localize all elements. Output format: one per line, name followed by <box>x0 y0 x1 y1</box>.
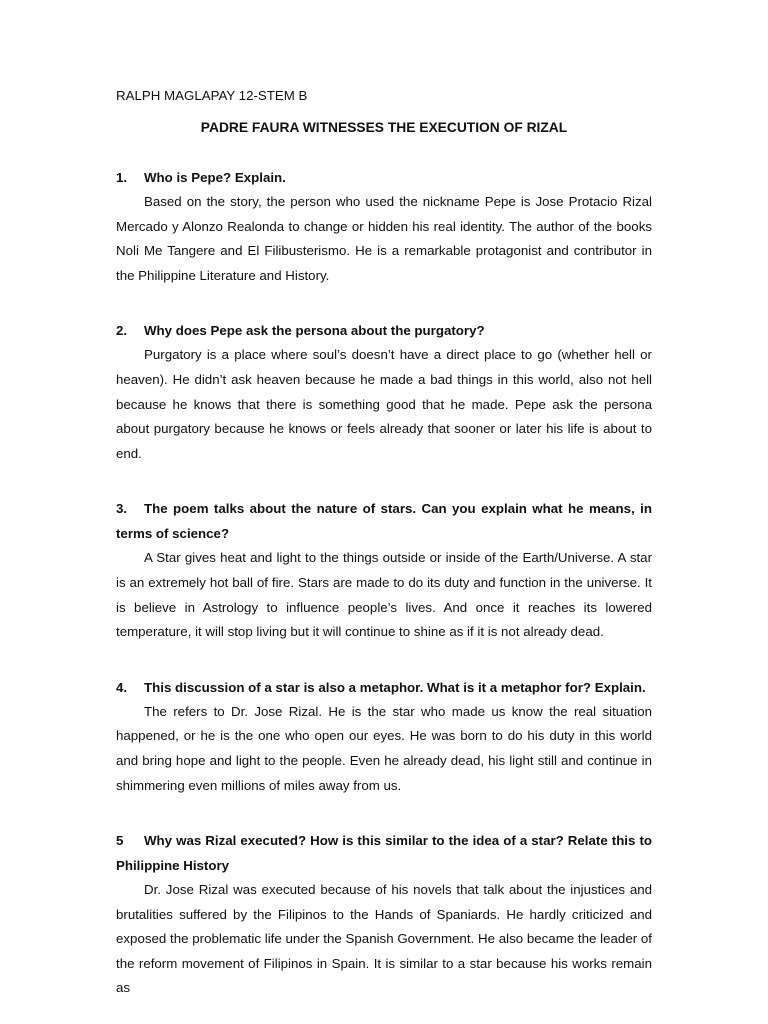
question-heading <box>116 675 652 700</box>
answer-text: The refers to Dr. Jose Rizal. He is the star who made us know the real situation happened, or he is the one who open our eyes. He was born to do his duty in this world and bring hope and light to the people. Even he already dead, his light still and continue in shimmering even millions of miles away from us. <box>116 703 652 793</box>
question-text: Who is Pepe? Explain. <box>144 170 286 185</box>
question-heading <box>116 496 652 546</box>
question-number: 3. <box>116 501 128 517</box>
answer-text: Based on the story, the person who used the nickname Pepe is Jose Protacio Rizal Mercado y Alonzo Realonda to change or hidden his real identity. The author of the books Noli Me Tangere and El Filibusterismo. He is a remarkable protagonist and contributor in the Philippine Literature and History. <box>116 194 652 283</box>
question-heading <box>116 828 652 878</box>
question-number: 1. <box>116 170 128 185</box>
question-block-1 <box>116 165 652 288</box>
question-number: 2. <box>116 323 128 339</box>
question-text: This discussion of a star is also a metaphor. What is it a metaphor for? Explain. <box>144 679 646 695</box>
question-number: 4. <box>116 679 128 695</box>
answer-text: A Star gives heat and light to the things outside or inside of the Earth/Universe. A star is an extremely hot ball of fire. Stars are made to do its duty and function in the universe. It is believe in Astrology to influence people’s lives. And once it reaches its lowered temperature, it will stop living but it will continue to shine as if it is not already dead. <box>116 550 652 640</box>
question-block-3 <box>116 496 652 644</box>
question-text: Why does Pepe ask the persona about the purgatory? <box>144 323 485 339</box>
question-number: 5 <box>116 833 124 849</box>
question-text: Why was Rizal executed? How is this similar to the idea of a star? Relate this to Philippine History <box>116 833 652 874</box>
document-title: PADRE FAURA WITNESSES THE EXECUTION OF RIZAL <box>200 120 568 135</box>
author-line: RALPH MAGLAPAY 12-STEM B <box>116 88 308 103</box>
document-page <box>116 86 652 1001</box>
question-text: The poem talks about the nature of stars. Can you explain what he means, in terms of science? <box>116 501 652 542</box>
question-block-5 <box>116 828 652 1001</box>
question-heading <box>116 165 652 190</box>
answer-text: Dr. Jose Rizal was executed because of his novels that talk about the injustices and brutalities suffered by the Filipinos to the Hands of Spaniards. He hardly criticized and exposed the problematic life under the Spanish Government. He also became the leader of the reform movement of Filipinos in Spain. It is similar to a star because his works remain as <box>116 882 652 996</box>
question-block-4 <box>116 675 652 798</box>
question-block-2 <box>116 318 652 466</box>
answer-text: Purgatory is a place where soul’s doesn’t have a direct place to go (whether hell or heaven). He didn’t ask heaven because he made a bad things in this world, also not hell because he knows that there is something good that he made. Pepe ask the persona about purgatory because he knows or feels already that sooner or later his life is about to end. <box>116 347 652 461</box>
question-heading <box>116 318 652 343</box>
